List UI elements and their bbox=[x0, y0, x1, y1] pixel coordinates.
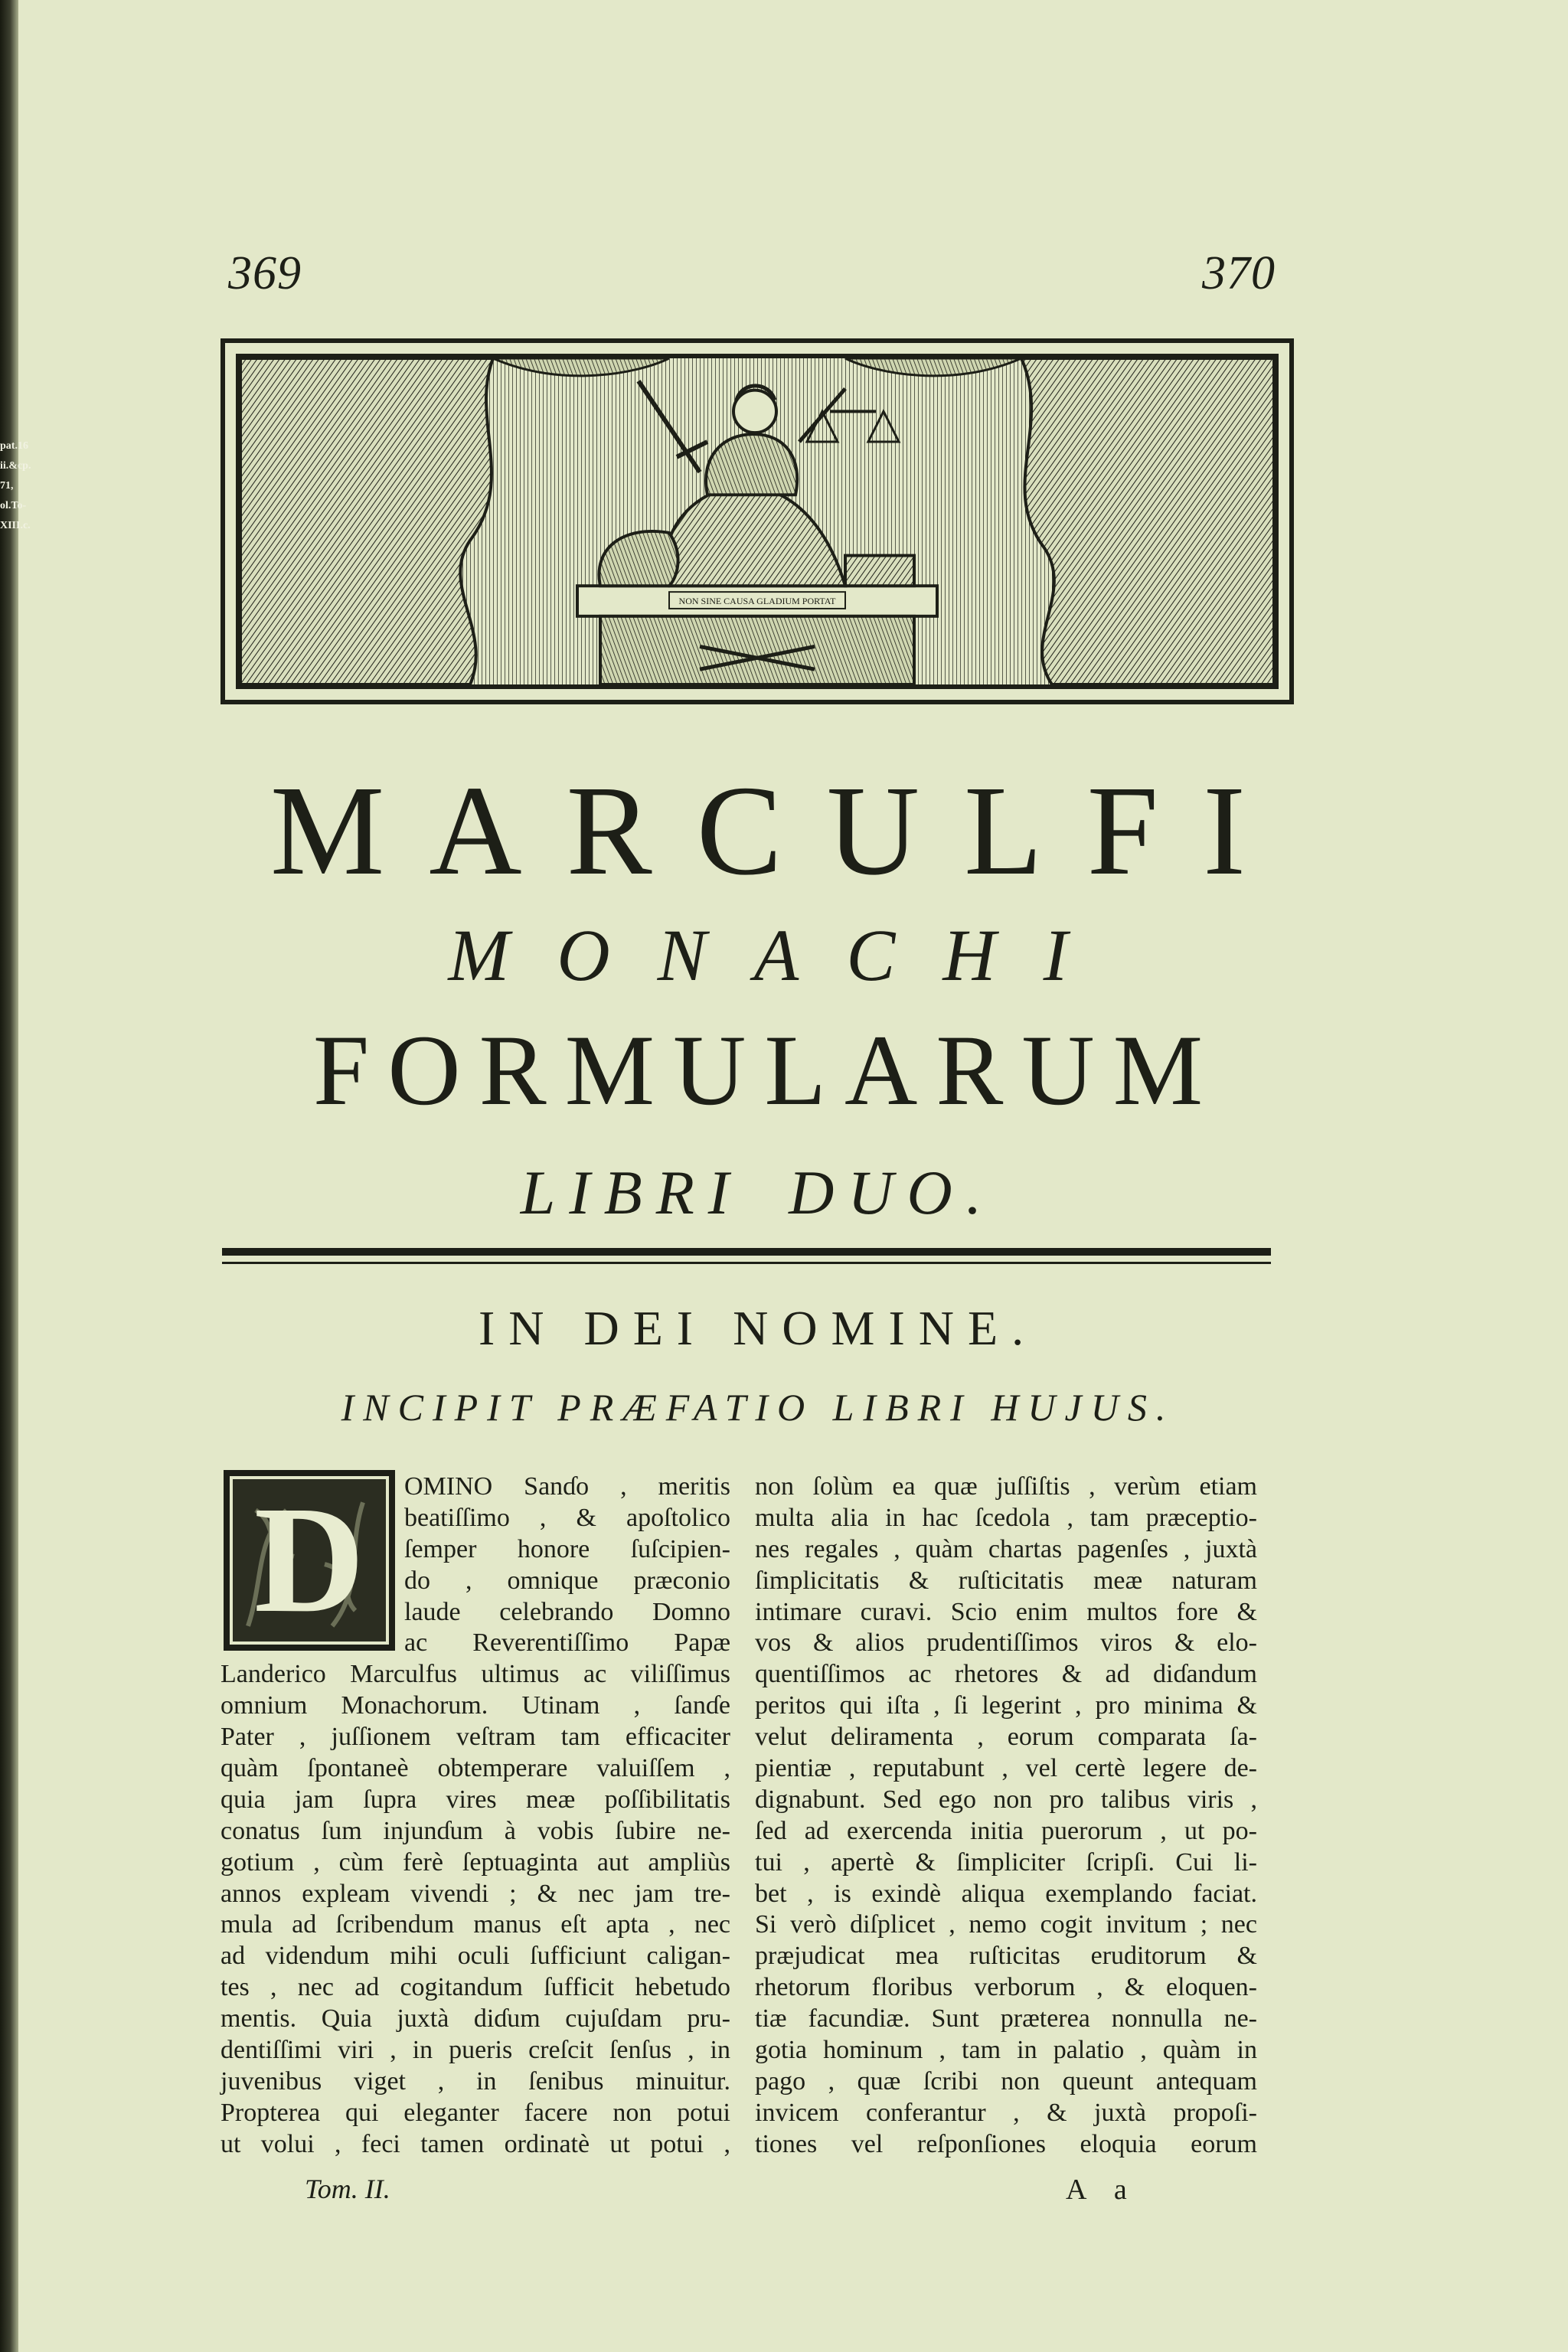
text-line: ac Reverentiſſimo Papæ bbox=[404, 1628, 730, 1658]
facing-page-margin-note bbox=[0, 436, 31, 536]
text-line: tiones vel reſponſiones eloquia eorum bbox=[755, 2129, 1257, 2158]
justice-figure-illustration bbox=[240, 358, 1274, 684]
text-line: non ſolùm ea quæ juſſiſtis , verùm etiam bbox=[755, 1472, 1257, 1501]
text-line: mula ad ſcribendum manus eſt apta , nec bbox=[220, 1910, 730, 1939]
section-rule-thick bbox=[222, 1248, 1271, 1256]
text-line: juvenibus viget , in ſenibus minuitur. bbox=[220, 2066, 730, 2096]
text-line: tui , apertè & ſimpliciter ſcripſi. Cui li- bbox=[755, 1847, 1257, 1877]
text-line: velut deliramenta , eorum comparata ſa- bbox=[755, 1723, 1257, 1752]
text-line: bet , is exindè aliqua exemplando faciat. bbox=[755, 1879, 1257, 1908]
text-line: nes regales , quàm chartas pagenſes , juxtà bbox=[755, 1534, 1257, 1563]
text-line: Landerico Marculfus ultimus ac viliſſimus bbox=[220, 1660, 730, 1689]
title-marculfi: MARCULFI bbox=[270, 760, 1291, 902]
title-monachi: MONACHI bbox=[448, 914, 1116, 996]
title-libri: LIBRI bbox=[520, 1158, 743, 1227]
title-libri-duo bbox=[222, 1158, 1294, 1227]
heading-in-dei-nomine: IN DEI NOMINE. bbox=[478, 1301, 1038, 1355]
section-rule-thin bbox=[222, 1262, 1271, 1264]
text-line: vos & alios prudentiſſimos viros & elo- bbox=[755, 1628, 1257, 1658]
heading-incipit-praefatio: INCIPIT PRÆFATIO LIBRI HUJUS. bbox=[341, 1386, 1175, 1429]
book-gutter bbox=[0, 0, 31, 2352]
text-line: annos expleam vivendi ; & nec jam tre- bbox=[220, 1879, 730, 1908]
volume-signature: Tom. II. bbox=[305, 2174, 390, 2204]
text-line: ſimplicitatis & ruſticitatis meæ naturam bbox=[755, 1566, 1257, 1595]
text-line: do , omnique præconio bbox=[404, 1566, 730, 1595]
text-line: dignabunt. Sed ego non pro talibus viris , bbox=[755, 1785, 1257, 1814]
margin-note-line: pat.16 bbox=[0, 440, 28, 452]
preface-column-right bbox=[755, 1472, 1257, 2161]
text-line: Pater , juſſionem veſtram tam efficaciter bbox=[220, 1723, 730, 1752]
text-line: beatiſſimo , & apoſtolico bbox=[404, 1503, 730, 1532]
text-line: præjudicat mea ruſticitas eruditorum & bbox=[755, 1942, 1257, 1971]
margin-note-line: XIII.c. bbox=[0, 520, 31, 531]
text-line: gotium , cùm ferè ſeptuaginta aut ampliùs bbox=[220, 1847, 730, 1877]
margin-note-line: ol.To- bbox=[0, 500, 27, 511]
headpiece-engraving bbox=[220, 338, 1294, 704]
margin-note-line: 71, bbox=[0, 480, 14, 492]
text-line: laude celebrando Domno bbox=[404, 1597, 730, 1626]
text-line: peritos qui iſta , ſi legerint , pro minima & bbox=[755, 1691, 1257, 1720]
title-formularum: FORMULARUM bbox=[312, 1014, 1222, 1126]
gathering-signature: A a bbox=[1066, 2174, 1138, 2206]
text-line: gotia hominum , tam in palatio , quàm in bbox=[755, 2036, 1257, 2065]
text-line: quentiſſimos ac rhetores & ad diɗandum bbox=[755, 1660, 1257, 1689]
page-number-left: 369 bbox=[228, 247, 302, 299]
text-line: multa alia in hac ſcedola , tam præceptio- bbox=[755, 1503, 1257, 1532]
page-number-right: 370 bbox=[1202, 247, 1276, 299]
drop-cap-letter: D bbox=[253, 1475, 365, 1645]
margin-note-line: ii.&cp. bbox=[0, 460, 31, 472]
text-line: mentis. Quia juxtà diɗum cujuſdam pru- bbox=[220, 2004, 730, 2034]
text-line: omnium Monachorum. Utinam , ſanɗe bbox=[220, 1691, 730, 1720]
text-line: conatus ſum injunɗum à vobis ſubire ne- bbox=[220, 1816, 730, 1845]
text-line: pago , quæ ſcribi non queunt antequam bbox=[755, 2066, 1257, 2096]
preface-column-left bbox=[220, 1472, 730, 2161]
text-line: OMINO Sanɗo , meritis bbox=[404, 1472, 730, 1501]
text-line: rhetorum floribus verborum , & eloquen- bbox=[755, 1973, 1257, 2002]
text-line: Propterea qui eleganter facere non potui bbox=[220, 2098, 730, 2127]
text-line: dentiſſimi viri , in pueris creſcit ſenſus , in bbox=[220, 2036, 730, 2065]
text-line: pientiæ , reputabunt , vel certè legere de- bbox=[755, 1754, 1257, 1783]
text-line: ſed ad exercenda initia puerorum , ut po- bbox=[755, 1816, 1257, 1845]
text-line: quia jam ſupra vires meæ poſſibilitatis bbox=[220, 1785, 730, 1814]
engraving-caption: NON SINE CAUSA GLADIUM PORTAT bbox=[678, 596, 836, 606]
text-line: tiæ facundiæ. Sunt præterea nonnulla ne- bbox=[755, 2004, 1257, 2034]
text-line: tes , nec ad cogitandum ſufficit hebetudo bbox=[220, 1973, 730, 2002]
text-line: invicem conferantur , & juxtà propoſi- bbox=[755, 2098, 1257, 2127]
text-line: Si verò diſplicet , nemo cogit invitum ; nec bbox=[755, 1910, 1257, 1939]
text-line: quàm ſpontaneè obtemperare valuiſſem , bbox=[220, 1754, 730, 1783]
text-line: intimare curavi. Scio enim multos fore & bbox=[755, 1597, 1257, 1626]
text-line: ſemper honore ſuſcipien- bbox=[404, 1534, 730, 1563]
title-duo: DUO. bbox=[789, 1158, 996, 1227]
text-line: ad videndum mihi oculi ſufficiunt caligan- bbox=[220, 1942, 730, 1971]
text-line: ut volui , feci tamen ordinatè ut potui , bbox=[220, 2129, 730, 2158]
